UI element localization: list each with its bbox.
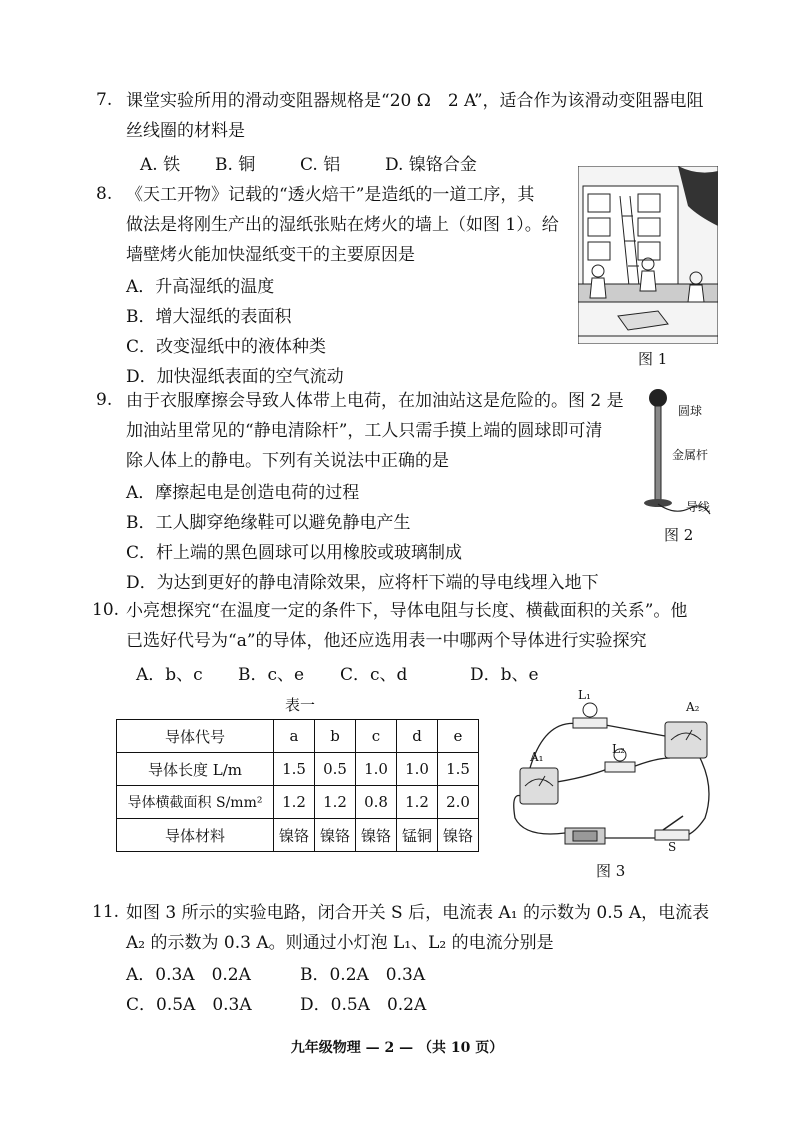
table-cell: 1.0 — [356, 753, 397, 786]
table-cell: 1.2 — [397, 786, 438, 819]
q10-option-d: D．b、e — [470, 665, 539, 685]
table-cell: 0.5 — [315, 753, 356, 786]
table-cell: e — [438, 720, 479, 753]
table-row — [117, 786, 479, 819]
q9-line2: 加油站里常见的“静电清除杆”，工人只需手摸上端的圆球即可清 — [126, 421, 603, 441]
figure2-caption: 图 2 — [664, 526, 694, 544]
q10-number: 10. — [92, 600, 120, 620]
figure2-label-wire: 导线 — [686, 500, 711, 514]
figure3-label-s: S — [668, 840, 677, 854]
q11-number: 11. — [92, 902, 120, 922]
q7-option-d: D. 镍铬合金 — [385, 155, 477, 175]
table-cell: 1.5 — [438, 753, 479, 786]
q8-option-d: D．加快湿纸表面的空气流动 — [126, 367, 344, 387]
q7-option-a: A. 铁 — [140, 155, 181, 175]
q7-option-c: C. 铝 — [300, 155, 341, 175]
q11-option-c: C．0.5A 0.3A — [126, 995, 252, 1015]
figure3-label-l1: L₁ — [578, 688, 591, 702]
q9-option-d: D．为达到更好的静电清除效果，应将杆下端的导电线埋入地下 — [126, 573, 599, 593]
figure1-illustration — [578, 166, 718, 344]
table-cell: 1.2 — [274, 786, 315, 819]
table-cell: 镍铬 — [438, 819, 479, 852]
q11-option-a: A．0.3A 0.2A — [126, 965, 251, 985]
table-cell: 锰铜 — [397, 819, 438, 852]
q10-option-b: B．c、e — [238, 665, 305, 685]
table-cell: 镍铬 — [274, 819, 315, 852]
figure3-label-a1: A₁ — [530, 750, 544, 764]
q10-option-a: A．b、c — [136, 665, 203, 685]
table-cell: 1.2 — [315, 786, 356, 819]
q11-line2: A₂ 的示数为 0.3 A。则通过小灯泡 L₁、L₂ 的电流分别是 — [126, 933, 554, 953]
table-cell: 镍铬 — [356, 819, 397, 852]
q8-line3: 墙壁烤火能加快湿纸变干的主要原因是 — [126, 245, 415, 265]
table-cell: 导体材料 — [117, 819, 274, 852]
q11-option-b: B．0.2A 0.3A — [300, 965, 426, 985]
figure1-caption: 图 1 — [638, 350, 668, 368]
table-row — [117, 720, 479, 753]
q10-line2: 已选好代号为“a”的导体，他还应选用表一中哪两个导体进行实验探究 — [126, 631, 647, 651]
q8-number: 8. — [96, 184, 113, 204]
q9-line1: 由于衣服摩擦会导致人体带上电荷，在加油站这是危险的。图 2 是 — [126, 391, 624, 411]
conductor-table — [116, 719, 479, 852]
q8-option-c: C．改变湿纸中的液体种类 — [126, 337, 327, 357]
page-footer: 九年级物理 — 2 — （共 10 页） — [290, 1040, 504, 1056]
table-cell: 导体横截面积 S/mm² — [117, 786, 274, 819]
table-cell: 导体长度 L/m — [117, 753, 274, 786]
table-cell: b — [315, 720, 356, 753]
table-cell: 导体代号 — [117, 720, 274, 753]
table-cell: 镍铬 — [315, 819, 356, 852]
q9-option-a: A．摩擦起电是创造电荷的过程 — [126, 483, 360, 503]
table-cell: 0.8 — [356, 786, 397, 819]
q11-option-d: D．0.5A 0.2A — [300, 995, 427, 1015]
table-cell: d — [397, 720, 438, 753]
q7-number: 7. — [96, 90, 113, 110]
table-row — [117, 819, 479, 852]
q8-option-b: B．增大湿纸的表面积 — [126, 307, 292, 327]
q9-option-c: C．杆上端的黑色圆球可以用橡胶或玻璃制成 — [126, 543, 463, 563]
figure3-label-l2: L₂ — [612, 742, 625, 756]
figure2-label-rod: 金属杆 — [672, 448, 709, 462]
table-cell: 1.0 — [397, 753, 438, 786]
table-cell: a — [274, 720, 315, 753]
table-cell: 2.0 — [438, 786, 479, 819]
q10-option-c: C．c、d — [340, 665, 408, 685]
figure2-label-ball: 圆球 — [678, 404, 703, 418]
q7-option-b: B. 铜 — [215, 155, 256, 175]
table1-title: 表一 — [285, 696, 316, 714]
q9-number: 9. — [96, 390, 113, 410]
q10-line1: 小亮想探究“在温度一定的条件下，导体电阻与长度、横截面积的关系”。他 — [126, 601, 688, 621]
q7-line1: 课堂实验所用的滑动变阻器规格是“20 Ω 2 A”，适合作为该滑动变阻器电阻 — [126, 91, 704, 111]
q8-option-a: A．升高湿纸的温度 — [126, 277, 275, 297]
q8-line2: 做法是将刚生产出的湿纸张贴在烤火的墙上（如图 1）。给 — [126, 215, 559, 235]
q9-option-b: B．工人脚穿绝缘鞋可以避免静电产生 — [126, 513, 411, 533]
q11-line1: 如图 3 所示的实验电路，闭合开关 S 后，电流表 A₁ 的示数为 0.5 A，电流表 — [126, 903, 710, 923]
q7-line2: 丝线圈的材料是 — [126, 121, 245, 141]
table-cell: c — [356, 720, 397, 753]
table-row — [117, 753, 479, 786]
q9-line3: 除人体上的静电。下列有关说法中正确的是 — [126, 451, 449, 471]
figure3-caption: 图 3 — [596, 862, 626, 880]
figure3-label-a2: A₂ — [686, 700, 700, 714]
table-cell: 1.5 — [274, 753, 315, 786]
q8-line1: 《天工开物》记载的“透火焙干”是造纸的一道工序，其 — [126, 185, 535, 205]
